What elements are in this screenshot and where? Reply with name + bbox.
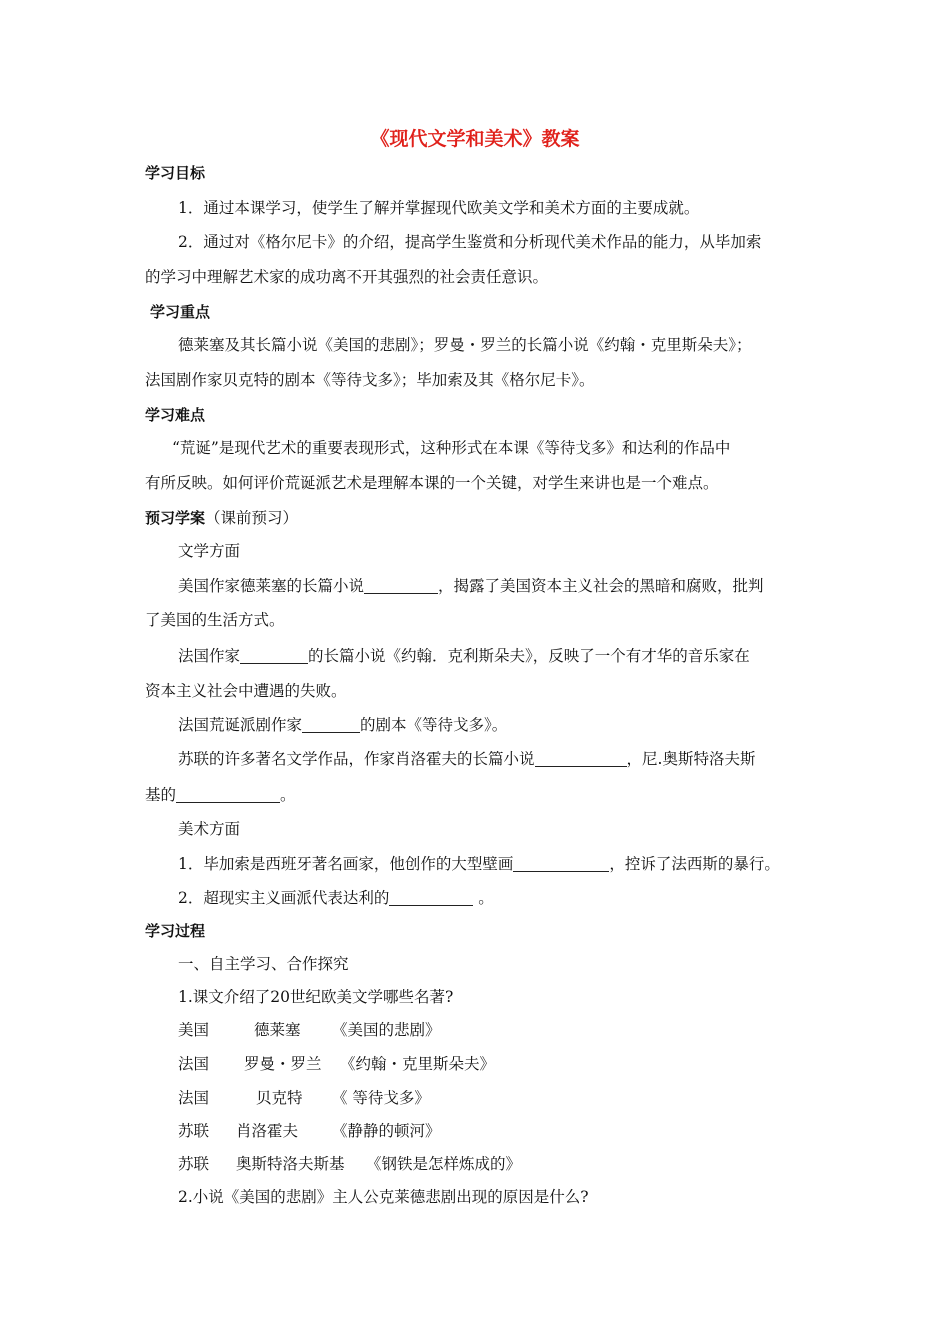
work-country: 美国: [178, 1021, 210, 1039]
art-question-2: [178, 887, 494, 909]
work-country: 苏联: [178, 1155, 210, 1173]
work-author: 德莱塞: [254, 1021, 301, 1039]
question-text: 法国荒诞派剧作家: [178, 716, 303, 734]
goals-item-2-line-1: 2．通过对《格尔尼卡》的介绍，提高学生鉴赏和分析现代美术作品的能力，从毕加索: [178, 233, 762, 251]
preview-question-4-line-2: [145, 784, 296, 806]
preview-heading-note: （课前预习）: [205, 509, 299, 527]
keypoints-heading: 学习重点: [150, 303, 211, 321]
works-row: [178, 1153, 521, 1175]
question-text: ，控诉了法西斯的暴行。: [609, 855, 780, 873]
works-row: [178, 1053, 495, 1075]
work-title: 《美国的悲剧》: [332, 1021, 441, 1039]
difficulties-heading: 学习难点: [145, 406, 206, 424]
art-label: 美术方面: [178, 820, 241, 838]
process-heading: 学习过程: [145, 922, 206, 940]
question-text: 美国作家德莱塞的长篇小说: [178, 577, 365, 595]
literature-label: 文学方面: [178, 542, 241, 560]
works-row: [178, 1120, 441, 1142]
preview-question-4: [178, 748, 755, 770]
question-text: 2．超现实主义画派代表达利的: [178, 889, 390, 907]
work-author: 罗曼・罗兰: [244, 1055, 322, 1073]
preview-question-2-line-2: 资本主义社会中遭遇的失败。: [145, 682, 347, 700]
question-text: 基的: [145, 786, 177, 804]
work-author: 肖洛霍夫: [236, 1122, 299, 1140]
answer-blank[interactable]: [364, 577, 438, 594]
question-text: 的剧本《等待戈多》。: [360, 716, 508, 734]
question-text: 。: [473, 889, 494, 907]
work-title: 《钢铁是怎样炼成的》: [366, 1155, 522, 1173]
question-text: 法国作家: [178, 647, 241, 665]
work-country: 苏联: [178, 1122, 210, 1140]
work-author: 奥斯特洛夫斯基: [236, 1155, 345, 1173]
goals-heading: 学习目标: [145, 164, 206, 182]
answer-blank[interactable]: [176, 786, 280, 803]
preview-question-2: [178, 645, 750, 667]
process-question-2: 2.小说《美国的悲剧》主人公克莱德悲剧出现的原因是什么?: [178, 1188, 589, 1206]
question-text: 的长篇小说《约翰．克利斯朵夫》，反映了一个有才华的音乐家在: [308, 647, 750, 665]
preview-heading-row: [145, 507, 298, 529]
work-author: 贝克特: [256, 1089, 303, 1107]
work-country: 法国: [178, 1055, 210, 1073]
question-text: ，尼.奥斯特洛夫斯: [626, 750, 756, 768]
goals-item-2-line-2: 的学习中理解艺术家的成功离不开其强烈的社会责任意识。: [145, 268, 549, 286]
works-row: [178, 1087, 430, 1109]
answer-blank[interactable]: [302, 716, 360, 733]
answer-blank[interactable]: [535, 750, 627, 767]
page-title: 《现代文学和美术》教案: [370, 128, 580, 150]
difficulties-line-2: 有所反映。如何评价荒诞派艺术是理解本课的一个关键，对学生来讲也是一个难点。: [145, 474, 719, 492]
work-title: 《静静的顿河》: [332, 1122, 441, 1140]
preview-heading: 预习学案: [145, 509, 206, 527]
keypoints-line-1: 德莱塞及其长篇小说《美国的悲剧》；罗曼・罗兰的长篇小说《约翰・克里斯朵夫》；: [178, 336, 752, 354]
art-question-1: [178, 853, 780, 875]
work-title: 《约翰・克里斯朵夫》: [340, 1055, 496, 1073]
difficulties-line-1: “荒诞”是现代艺术的重要表现形式，这种形式在本课《等待戈多》和达利的作品中: [172, 439, 731, 457]
works-row: [178, 1019, 441, 1041]
goals-item-1: 1．通过本课学习，使学生了解并掌握现代欧美文学和美术方面的主要成就。: [178, 199, 700, 217]
keypoints-line-2: 法国剧作家贝克特的剧本《等待戈多》；毕加索及其《格尔尼卡》。: [145, 371, 595, 389]
preview-question-1: [178, 575, 764, 597]
process-section-1: 一、自主学习、合作探究: [178, 955, 349, 973]
question-text: ，揭露了美国资本主义社会的黑暗和腐败，批判: [438, 577, 764, 595]
answer-blank[interactable]: [513, 855, 609, 872]
work-title: 《 等待戈多》: [332, 1089, 430, 1107]
answer-blank[interactable]: [240, 647, 308, 664]
preview-question-1-line-2: 了美国的生活方式。: [145, 611, 285, 629]
question-text: 苏联的许多著名文学作品，作家肖洛霍夫的长篇小说: [178, 750, 535, 768]
preview-question-3: [178, 714, 507, 736]
process-question-1: 1.课文介绍了20世纪欧美文学哪些名著?: [178, 988, 454, 1006]
work-country: 法国: [178, 1089, 210, 1107]
question-text: 1．毕加索是西班牙著名画家，他创作的大型壁画: [178, 855, 514, 873]
answer-blank[interactable]: [389, 889, 473, 906]
question-text: 。: [280, 786, 296, 804]
